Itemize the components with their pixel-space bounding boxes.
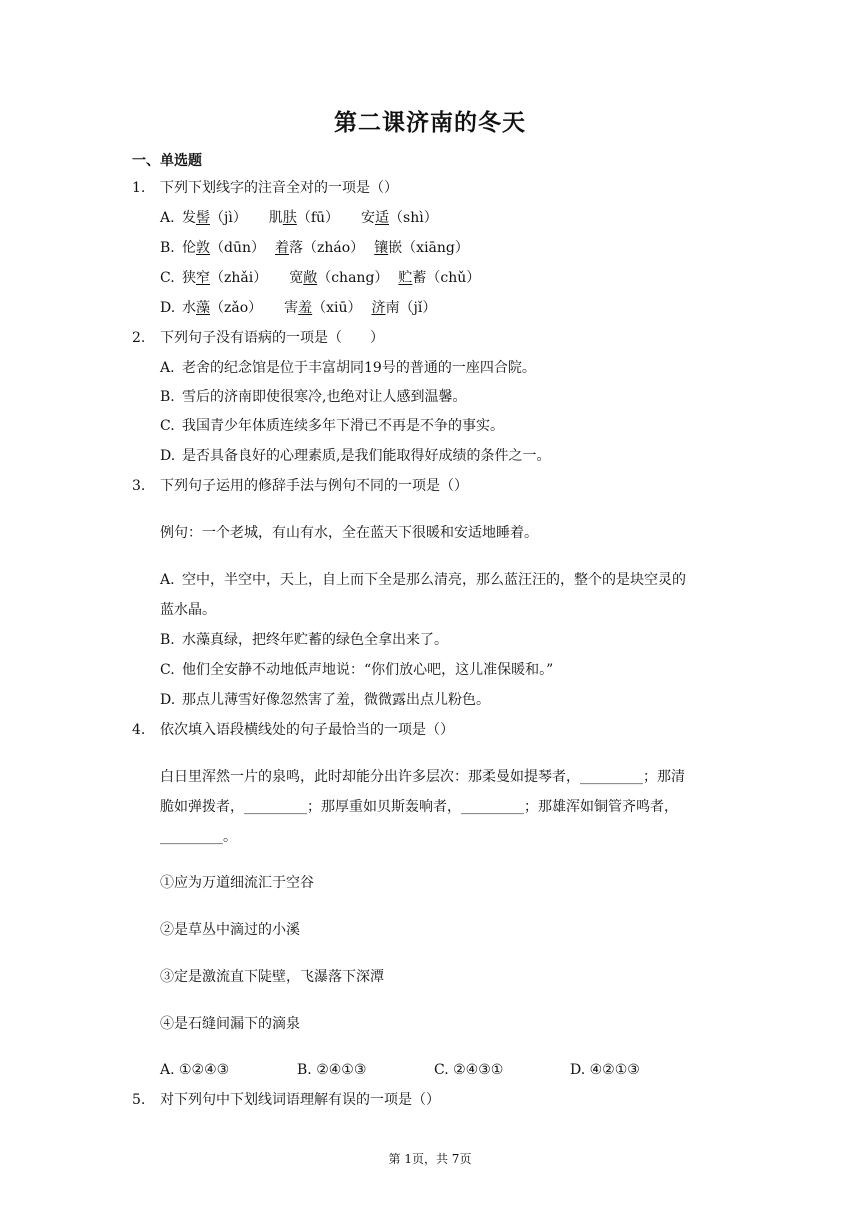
underlined-char: 镶 <box>374 240 389 256</box>
option-b: B. 水藻真绿，把终年贮蓄的绿色全拿出来了。 <box>160 632 448 648</box>
underlined-char: 适 <box>375 210 390 226</box>
option-a: A. 老舍的纪念馆是位于丰富胡同19号的普通的一座四合院。 <box>160 360 536 376</box>
choice-item: ③定是激流直下陡壁，飞瀑落下深潭 <box>160 969 384 985</box>
underlined-char: 髻 <box>196 210 210 226</box>
answer-option-c: C. ②④③① <box>434 1062 504 1078</box>
question-stem: 对下列句中下划线词语理解有误的一项是（） <box>160 1092 440 1108</box>
question-number: 2. <box>132 330 146 346</box>
answer-option-a: A. ①②④③ <box>160 1062 230 1078</box>
answer-option-b: B. ②④①③ <box>297 1062 367 1078</box>
passage-line: 白日里浑然一片的泉鸣，此时却能分出许多层次：那柔曼如提琴者，_________；那清 <box>160 769 685 785</box>
option-c: C. 我国青少年体质连续多年下滑已不再是不争的事实。 <box>160 418 504 434</box>
option-label: C. <box>160 270 175 286</box>
choice-item: ②是草丛中滴过的小溪 <box>160 922 300 938</box>
option-a-continuation: 蓝水晶。 <box>160 602 216 618</box>
question-stem: 下列句子运用的修辞手法与例句不同的一项是（） <box>160 478 468 494</box>
underlined-char: 窄 <box>196 270 210 286</box>
underlined-char: 藻 <box>196 300 210 316</box>
question-stem: 下列句子没有语病的一项是（ ） <box>160 330 384 346</box>
question-number: 5. <box>132 1092 146 1108</box>
option-c: C. 他们全安静不动地低声地说：“你们放心吧，这儿准保暖和。” <box>160 662 554 678</box>
answer-option-d: D. ④②①③ <box>570 1062 640 1078</box>
underlined-char: 肤 <box>282 210 297 226</box>
underlined-char: 贮 <box>398 270 413 286</box>
question-stem: 依次填入语段横线处的句子最恰当的一项是（） <box>160 722 454 738</box>
question-number: 4. <box>132 722 146 738</box>
option-d: D. 水藻（zǎo） 害羞（xiū） 济南（jǐ） <box>160 300 437 316</box>
underlined-char: 济 <box>371 300 386 316</box>
option-a: A. 发髻（jì） 肌肤（fū） 安适（shì） <box>160 210 438 226</box>
page-title: 第二课济南的冬天 <box>334 109 526 136</box>
option-d: D. 是否具备良好的心理素质,是我们能取得好成绩的条件之一。 <box>160 448 551 464</box>
underlined-char: 敞 <box>303 270 318 286</box>
option-c: C. 狭窄（zhǎi） 宽敞（chang） 贮蓄（chǔ） <box>160 270 481 286</box>
option-d: D. 那点儿薄雪好像忽然害了羞，微微露出点儿粉色。 <box>160 692 490 708</box>
question-number: 1. <box>132 180 146 196</box>
example-sentence: 例句：一个老城，有山有水，全在蓝天下很暖和安适地睡着。 <box>160 525 538 541</box>
option-label: A. <box>160 210 175 226</box>
section-heading: 一、单选题 <box>132 153 202 169</box>
underlined-char: 羞 <box>298 300 313 316</box>
question-number: 3. <box>132 478 146 494</box>
option-label: D. <box>160 300 176 316</box>
option-a: A. 空中，半空中，天上，自上而下全是那么清亮，那么蓝汪汪的，整个的是块空灵的 <box>160 572 686 588</box>
choice-item: ④是石缝间漏下的滴泉 <box>160 1016 300 1032</box>
option-b: B. 雪后的济南即使很寒冷,也绝对让人感到温馨。 <box>160 389 467 405</box>
underlined-char: 敦 <box>196 240 210 256</box>
passage-line: 脆如弹拨者，_________；那厚重如贝斯轰响者，_________；那雄浑如铜管齐鸣者， <box>160 799 678 815</box>
passage-line: _________。 <box>160 829 237 845</box>
option-b: B. 伦敦（dūn） 着落（zháo） 镶嵌（xiāng） <box>160 240 469 256</box>
page-footer: 第 1页，共 7页 <box>388 1152 472 1166</box>
underlined-char: 着 <box>275 240 289 256</box>
question-stem: 下列下划线字的注音全对的一项是（） <box>160 180 398 196</box>
option-label: B. <box>160 240 175 256</box>
choice-item: ①应为万道细流汇于空谷 <box>160 875 314 891</box>
